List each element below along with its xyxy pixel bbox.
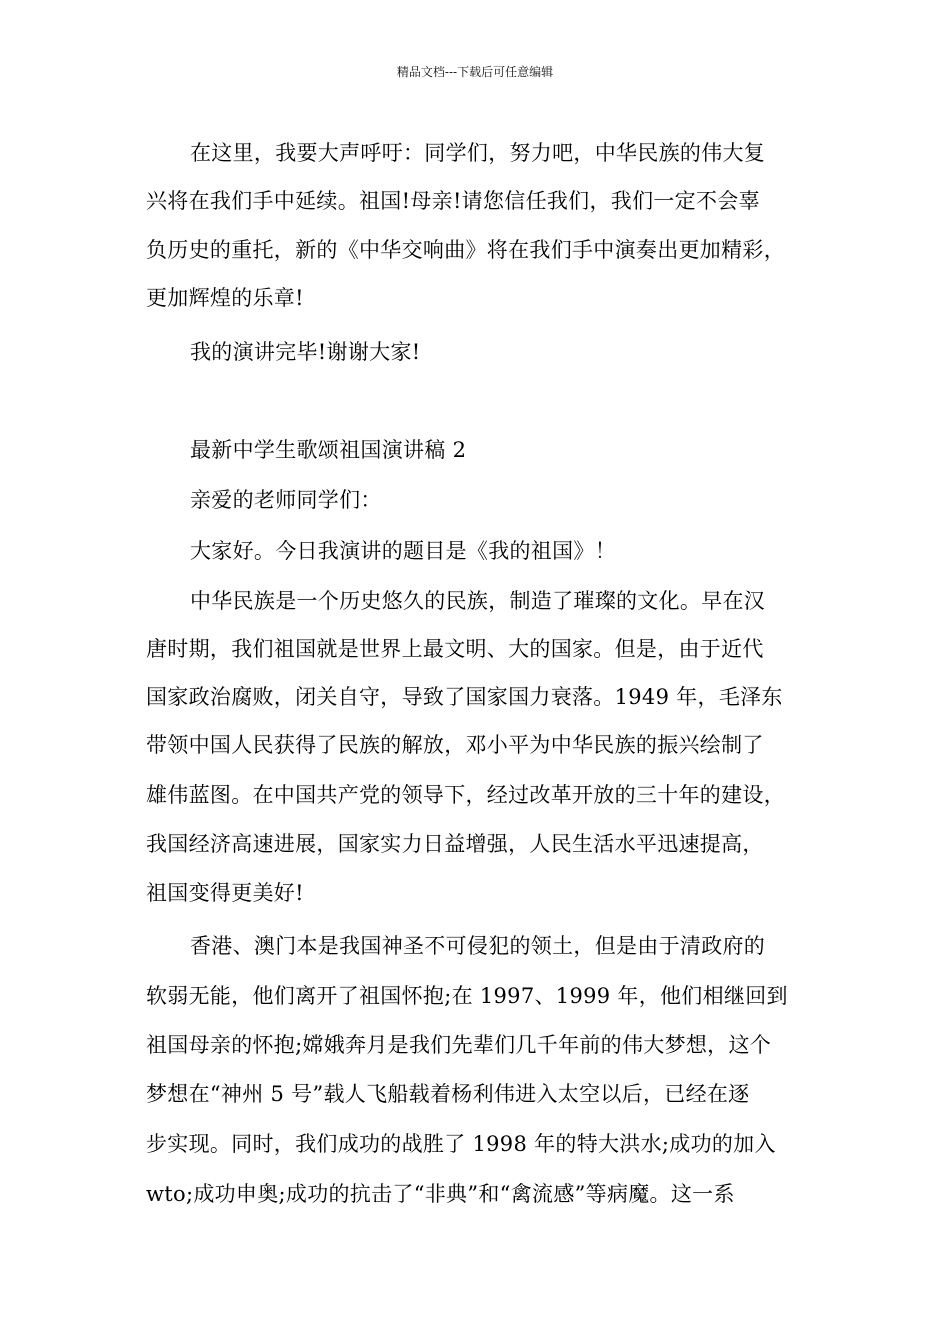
text-line: 我国经济高速进展，国家实力日益增强，人民生活水平迅速提高， (146, 832, 764, 856)
text-line: 软弱无能，他们离开了祖国怀抱;在 1997、1999 年，他们相继回到 (146, 984, 788, 1008)
text-line: 更加辉煌的乐章! (146, 286, 304, 310)
text-line: 带领中国人民获得了民族的解放，邓小平为中华民族的振兴绘制了 (146, 733, 764, 757)
section-title: 最新中学生歌颂祖国演讲稿 2 (190, 438, 467, 462)
text-line: 我的演讲完毕!谢谢大家! (190, 340, 421, 364)
text-line: 梦想在“神州 5 号”载人飞船载着杨利伟进入太空以后，已经在逐 (146, 1082, 750, 1106)
text-line: 祖国变得更美好! (146, 881, 304, 905)
text-line: 步实现。同时，我们成功的战胜了 1998 年的特大洪水;成功的加入 (146, 1132, 776, 1156)
text-line: 唐时期，我们祖国就是世界上最文明、大的国家。但是，由于近代 (146, 637, 764, 661)
text-line: 大家好。今日我演讲的题目是《我的祖国》！ (190, 539, 616, 563)
salutation: 亲爱的老师同学们： (190, 488, 382, 512)
text-line: 负历史的重托，新的《中华交响曲》将在我们手中演奏出更加精彩， (146, 238, 785, 262)
text-line: 中华民族是一个历史悠久的民族，制造了璀璨的文化。早在汉 (190, 589, 766, 613)
text-line: 雄伟蓝图。在中国共产党的领导下，经过改革开放的三十年的建设， (146, 783, 785, 807)
text-line: 祖国母亲的怀抱;嫦娥奔月是我们先辈们几千年前的伟大梦想，这个 (146, 1033, 772, 1057)
text-line: wto;成功申奥;成功的抗击了“非典”和“禽流感”等病魔。这一系 (146, 1182, 735, 1206)
text-line: 香港、澳门本是我国神圣不可侵犯的领土，但是由于清政府的 (190, 934, 766, 958)
page-header: 精品文档---下载后可任意编辑 (396, 65, 554, 79)
text-line: 在这里，我要大声呼吁：同学们，努力吧，中华民族的伟大复 (190, 141, 766, 165)
text-line: 国家政治腐败，闭关自守，导致了国家国力衰落。1949 年，毛泽东 (146, 685, 783, 709)
text-line: 兴将在我们手中延续。祖国!母亲!请您信任我们，我们一定不会辜 (146, 189, 760, 213)
